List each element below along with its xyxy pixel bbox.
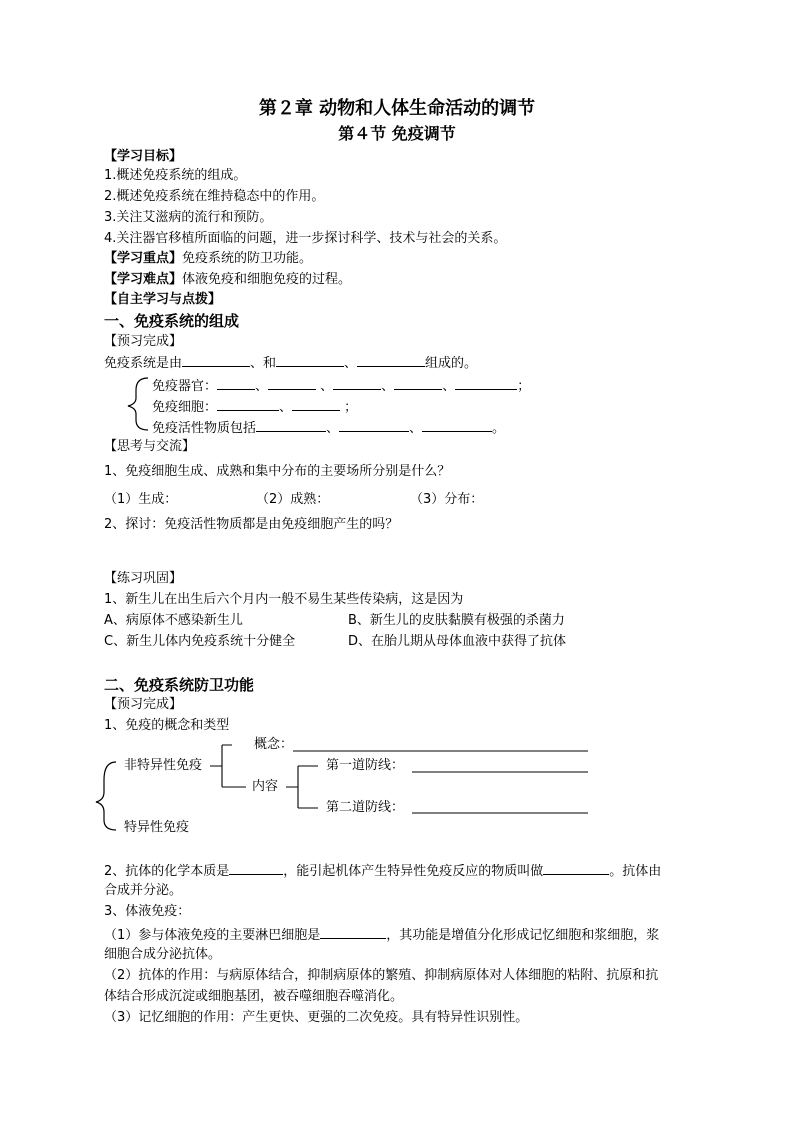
humoral-heading: 3、体液免疫：: [104, 904, 191, 919]
specific-label: 特异性免疫: [124, 820, 190, 835]
chapter-title: 第２章 动物和人体生命活动的调节: [258, 98, 536, 119]
text-fragment: 。: [492, 421, 506, 436]
cells-label: 免疫细胞：: [152, 400, 218, 415]
text-fragment: 、: [381, 379, 395, 394]
objective-item: 3.关注艾滋病的流行和预防。: [104, 210, 273, 225]
difficulty-label: 【学习难点】: [104, 272, 183, 287]
text-fragment: 、: [409, 421, 423, 436]
mcq-option-d[interactable]: D、在胎儿期从母体血液中获得了抗体: [348, 634, 567, 649]
part1-preview: 【预习完成】: [104, 334, 183, 349]
substances-label: 免疫活性物质包括: [152, 421, 257, 436]
text-fragment: 2、抗体的化学本质是: [104, 864, 230, 879]
organs-label: 免疫器官：: [152, 379, 218, 394]
antibody-line: [104, 860, 661, 880]
text-fragment: 免疫系统是由: [104, 356, 183, 371]
question-1: 1、免疫细胞生成、成熟和集中分布的主要场所分别是什么？: [104, 464, 451, 479]
q1-part-distribute: （3）分布：: [410, 492, 484, 507]
text-fragment: 、: [279, 400, 293, 415]
text-fragment: ；: [340, 400, 358, 415]
components-brace: [128, 378, 148, 430]
difficulty-text: 体液免疫和细胞免疫的过程。: [182, 272, 352, 287]
text-fragment: ；: [517, 379, 531, 394]
text-fragment: 、: [316, 379, 334, 394]
mcq-question: 1、新生儿在出生后六个月内一般不易生某些传染病，这是因为: [104, 592, 464, 607]
fill-blank[interactable]: [229, 860, 283, 875]
part2-preview: 【预习完成】: [104, 697, 183, 712]
text-fragment: 、: [442, 379, 456, 394]
part2-heading: 二、免疫系统防卫功能: [104, 676, 255, 694]
think-heading: 【思考与交流】: [104, 439, 196, 454]
text-fragment: 组成的。: [425, 356, 478, 371]
text-fragment: 。抗体由: [609, 864, 662, 879]
content-branch: [286, 766, 318, 808]
fill-blank[interactable]: [320, 924, 386, 939]
q1-part-generate: （1）生成：: [104, 492, 178, 507]
humoral-p1: [104, 924, 659, 944]
nonspecific-label: 非特异性免疫: [124, 758, 203, 773]
fill-blank[interactable]: [543, 860, 609, 875]
content-label: 内容: [252, 779, 279, 794]
mcq-option-a[interactable]: A、病原体不感染新生儿: [104, 613, 243, 628]
immunity-brace: [96, 762, 116, 830]
text-fragment: ，能引起机体产生特异性免疫反应的物质叫做: [283, 864, 544, 879]
text-fragment: 、: [344, 356, 358, 371]
text-fragment: ，其功能是增值分化形成记忆细胞和浆细胞，浆: [386, 928, 660, 943]
practice-heading: 【练习巩固】: [104, 571, 183, 586]
first-line-label: 第一道防线：: [326, 758, 405, 773]
key-point-label: 【学习重点】: [104, 251, 183, 266]
text-fragment: 、: [326, 421, 340, 436]
self-study-heading: 【自主学习与点拨】: [104, 292, 222, 307]
immunity-item-1: 1、免疫的概念和类型: [104, 718, 230, 733]
humoral-p2: （2）抗体的作用：与病原体结合，抑制病原体的繁殖、抑制病原体对人体细胞的粘附、抗原和抗: [104, 968, 659, 983]
q1-part-mature: （2）成熟：: [256, 492, 330, 507]
part1-heading: 一、免疫系统的组成: [104, 312, 240, 330]
question-2: 2、探讨：免疫活性物质都是由免疫细胞产生的吗？: [104, 517, 399, 532]
mcq-option-b[interactable]: B、新生儿的皮肤黏膜有极强的杀菌力: [348, 613, 565, 628]
objective-item: 2.概述免疫系统在维持稳态中的作用。: [104, 189, 325, 204]
concept-label: 概念：: [254, 737, 294, 752]
section-title: 第４节 免疫调节: [338, 124, 456, 143]
objective-item: 4.关注器官移植所面临的问题，进一步探讨科学、技术与社会的关系。: [104, 231, 507, 246]
mcq-option-c[interactable]: C、新生儿体内免疫系统十分健全: [104, 634, 296, 649]
text-fragment: （1）参与体液免疫的主要淋巴细胞是: [104, 928, 321, 943]
humoral-p2-cont: 体结合形成沉淀或细胞基团，被吞噬细胞吞噬消化。: [104, 989, 404, 1004]
humoral-p1-cont: 细胞合成分泌抗体。: [104, 947, 222, 962]
text-fragment: 、和: [250, 356, 277, 371]
objectives-heading: 【学习目标】: [104, 149, 183, 164]
text-fragment: 、: [255, 379, 269, 394]
antibody-line-cont: 合成并分泌。: [104, 883, 183, 898]
second-line-label: 第二道防线：: [326, 800, 405, 815]
nonspecific-branch: [210, 745, 246, 787]
humoral-p3: （3）记忆细胞的作用：产生更快、更强的二次免疫。具有特异性识别性。: [104, 1010, 529, 1025]
objective-item: 1.概述免疫系统的组成。: [104, 168, 247, 183]
key-point-text: 免疫系统的防卫功能。: [182, 251, 313, 266]
